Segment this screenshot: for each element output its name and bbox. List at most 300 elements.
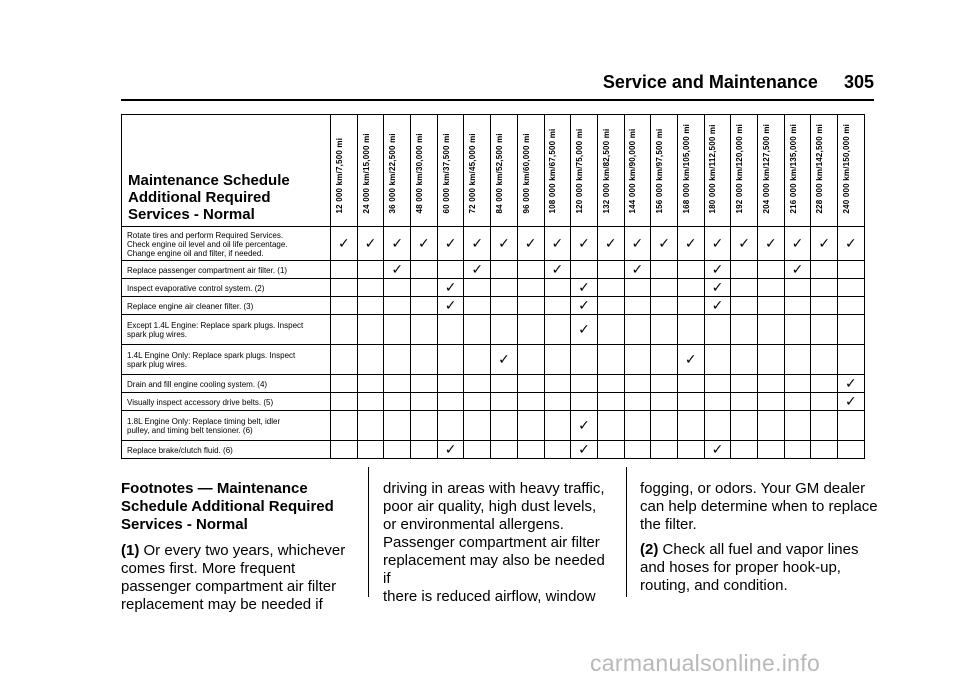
interval-label: 180 000 km/112,500 mi (708, 124, 718, 214)
table-row (122, 345, 865, 375)
empty-cell (811, 393, 838, 411)
check-cell (704, 261, 731, 279)
check-cell (677, 345, 704, 375)
checkmark-icon: ✓ (711, 261, 724, 278)
table-row (122, 227, 865, 261)
interval-header (731, 115, 758, 227)
empty-cell (811, 315, 838, 345)
check-cell (357, 227, 384, 261)
empty-cell (357, 411, 384, 441)
service-label-line: 1.4L Engine Only: Replace spark plugs. Inspect (127, 351, 296, 360)
footnote-1-line: Passenger compartment air filter (383, 534, 600, 551)
interval-label: 48 000 km/30,000 mi (414, 133, 424, 214)
empty-cell (357, 393, 384, 411)
empty-cell (758, 261, 785, 279)
service-label-line: Inspect evaporative control system. (2) (127, 283, 265, 293)
empty-cell (384, 345, 411, 375)
checkmark-icon: ✓ (498, 351, 510, 368)
check-cell (571, 411, 598, 441)
service-label (122, 279, 331, 297)
table-title-line: Services - Normal (128, 206, 255, 223)
check-cell (384, 227, 411, 261)
footnote-1-line: fogging, or odors. Your GM dealer (640, 480, 866, 497)
empty-cell (651, 315, 678, 345)
empty-cell (731, 393, 758, 411)
empty-cell (491, 411, 518, 441)
empty-cell (624, 441, 651, 459)
check-cell (464, 227, 491, 261)
footnote-1-continued (383, 480, 613, 606)
footnotes-column-1 (121, 480, 351, 621)
empty-cell (651, 261, 678, 279)
interval-header (704, 115, 731, 227)
check-cell (624, 227, 651, 261)
interval-header (384, 115, 411, 227)
interval-header (491, 115, 518, 227)
empty-cell (411, 441, 438, 459)
empty-cell (677, 375, 704, 393)
empty-cell (544, 375, 571, 393)
header-rule (121, 99, 874, 101)
interval-header (357, 115, 384, 227)
check-cell (677, 227, 704, 261)
check-cell (597, 227, 624, 261)
interval-label: 36 000 km/22,500 mi (388, 133, 398, 214)
empty-cell (464, 297, 491, 315)
footnote-1-line: comes first. More frequent (121, 560, 296, 577)
interval-label: 120 000 km/75,000 mi (575, 128, 585, 214)
service-label (122, 315, 331, 345)
page-number: 305 (843, 72, 874, 92)
checkmark-icon: ✓ (444, 441, 457, 458)
table-row (122, 441, 865, 459)
empty-cell (838, 279, 865, 297)
check-cell (544, 227, 571, 261)
check-cell (811, 227, 838, 261)
empty-cell (544, 345, 571, 375)
empty-cell (517, 411, 544, 441)
empty-cell (784, 441, 811, 459)
footnote-2 (640, 541, 880, 595)
check-cell (838, 227, 865, 261)
check-cell (491, 345, 518, 375)
empty-cell (331, 393, 358, 411)
check-cell (571, 441, 598, 459)
empty-cell (571, 393, 598, 411)
empty-cell (758, 315, 785, 345)
empty-cell (571, 261, 598, 279)
check-cell (411, 227, 438, 261)
interval-label: 168 000 km/105,000 mi (681, 123, 691, 214)
empty-cell (331, 345, 358, 375)
empty-cell (784, 279, 811, 297)
footnote-1-line: replacement may also be needed if (383, 552, 605, 587)
service-label-line: spark plug wires. (127, 330, 188, 339)
empty-cell (651, 393, 678, 411)
empty-cell (437, 345, 464, 375)
check-cell (651, 227, 678, 261)
empty-cell (384, 411, 411, 441)
interval-label: 12 000 km/7,500 mi (334, 137, 344, 214)
interval-header (464, 115, 491, 227)
checkmark-icon: ✓ (578, 441, 590, 458)
empty-cell (651, 441, 678, 459)
empty-cell (331, 261, 358, 279)
interval-label: 192 000 km/120,000 mi (735, 123, 745, 214)
table-title-line: Additional Required (128, 189, 271, 206)
check-cell (491, 227, 518, 261)
empty-cell (491, 279, 518, 297)
empty-cell (811, 297, 838, 315)
empty-cell (624, 393, 651, 411)
empty-cell (517, 375, 544, 393)
empty-cell (464, 441, 491, 459)
check-cell (704, 297, 731, 315)
empty-cell (784, 315, 811, 345)
interval-header (758, 115, 785, 227)
empty-cell (624, 345, 651, 375)
interval-header (651, 115, 678, 227)
checkmark-icon: ✓ (391, 261, 404, 278)
table-row (122, 375, 865, 393)
check-cell (571, 279, 598, 297)
interval-header-row (122, 115, 865, 227)
interval-label: 156 000 km/97,500 mi (655, 128, 665, 214)
empty-cell (597, 375, 624, 393)
empty-cell (677, 279, 704, 297)
interval-header (677, 115, 704, 227)
watermark: carmanualsonline.info (590, 650, 821, 676)
table-title (122, 115, 331, 227)
empty-cell (784, 375, 811, 393)
empty-cell (491, 441, 518, 459)
table-row (122, 297, 865, 315)
checkmark-icon: ✓ (578, 321, 590, 338)
service-label-line: Visually inspect accessory drive belts. (5) (127, 397, 274, 407)
empty-cell (704, 411, 731, 441)
check-cell (571, 297, 598, 315)
checkmark-icon: ✓ (791, 261, 804, 278)
empty-cell (357, 441, 384, 459)
interval-label: 96 000 km/60,000 mi (521, 133, 531, 214)
empty-cell (544, 393, 571, 411)
empty-cell (544, 279, 571, 297)
check-cell (838, 375, 865, 393)
footnote-1-line: driving in areas with heavy traffic, (383, 480, 605, 497)
empty-cell (597, 315, 624, 345)
empty-cell (331, 315, 358, 345)
footnote-1-line: can help determine when to replace (640, 498, 878, 515)
empty-cell (491, 315, 518, 345)
checkmark-icon: ✓ (551, 261, 564, 278)
interval-header (437, 115, 464, 227)
empty-cell (731, 315, 758, 345)
empty-cell (384, 441, 411, 459)
maintenance-schedule-table (121, 114, 865, 459)
footnote-2-number: (2) (640, 541, 659, 558)
checkmark-icon: ✓ (418, 235, 430, 252)
checkmark-icon: ✓ (818, 235, 831, 252)
empty-cell (731, 297, 758, 315)
empty-cell (437, 375, 464, 393)
check-cell (704, 279, 731, 297)
empty-cell (811, 375, 838, 393)
empty-cell (331, 375, 358, 393)
empty-cell (677, 411, 704, 441)
empty-cell (491, 393, 518, 411)
check-cell (784, 261, 811, 279)
empty-cell (464, 279, 491, 297)
column-divider (368, 467, 369, 597)
service-label (122, 375, 331, 393)
empty-cell (784, 345, 811, 375)
interval-label: 204 000 km/127,500 mi (761, 123, 771, 214)
checkmark-icon: ✓ (711, 235, 724, 252)
table-row (122, 411, 865, 441)
interval-header (411, 115, 438, 227)
service-label-line: Drain and fill engine cooling system. (4) (127, 379, 268, 389)
empty-cell (731, 441, 758, 459)
checkmark-icon: ✓ (711, 297, 724, 314)
empty-cell (651, 411, 678, 441)
empty-cell (731, 411, 758, 441)
service-label-line: Replace brake/clutch fluid. (6) (127, 445, 233, 455)
empty-cell (357, 315, 384, 345)
footnote-1-line: replacement may be needed if (121, 596, 323, 613)
empty-cell (384, 315, 411, 345)
empty-cell (704, 375, 731, 393)
empty-cell (731, 345, 758, 375)
empty-cell (704, 393, 731, 411)
empty-cell (331, 411, 358, 441)
interval-header (331, 115, 358, 227)
empty-cell (811, 261, 838, 279)
checkmark-icon: ✓ (444, 279, 457, 296)
checkmark-icon: ✓ (498, 235, 510, 252)
checkmark-icon: ✓ (631, 261, 644, 278)
interval-header (838, 115, 865, 227)
empty-cell (758, 411, 785, 441)
empty-cell (597, 261, 624, 279)
empty-cell (784, 297, 811, 315)
footnote-1-line: passenger compartment air filter (121, 578, 337, 595)
footnote-2-line: routing, and condition. (640, 577, 788, 594)
empty-cell (838, 345, 865, 375)
check-cell (437, 441, 464, 459)
check-cell (544, 261, 571, 279)
service-label-line: 1.8L Engine Only: Replace timing belt, idler (127, 417, 281, 426)
empty-cell (437, 315, 464, 345)
empty-cell (571, 375, 598, 393)
table-row (122, 261, 865, 279)
empty-cell (784, 393, 811, 411)
empty-cell (544, 441, 571, 459)
check-cell (571, 315, 598, 345)
page-header (600, 72, 874, 94)
empty-cell (491, 261, 518, 279)
empty-cell (411, 411, 438, 441)
table-title-line: Maintenance Schedule (128, 172, 290, 189)
interval-header (811, 115, 838, 227)
empty-cell (517, 297, 544, 315)
empty-cell (357, 297, 384, 315)
interval-header (784, 115, 811, 227)
interval-label: 144 000 km/90,000 mi (628, 128, 638, 214)
table-row (122, 315, 865, 345)
checkmark-icon: ✓ (711, 279, 724, 296)
empty-cell (331, 297, 358, 315)
empty-cell (811, 279, 838, 297)
empty-cell (597, 297, 624, 315)
empty-cell (544, 411, 571, 441)
empty-cell (624, 279, 651, 297)
empty-cell (677, 393, 704, 411)
empty-cell (704, 315, 731, 345)
checkmark-icon: ✓ (604, 235, 617, 252)
footnotes-column-2 (383, 480, 613, 613)
footnote-1-line: Or every two years, whichever (143, 542, 346, 559)
service-label-line: Except 1.4L Engine: Replace spark plugs. Inspect (127, 321, 304, 330)
empty-cell (411, 393, 438, 411)
empty-cell (411, 345, 438, 375)
interval-label: 108 000 km/67,500 mi (548, 128, 558, 214)
empty-cell (464, 375, 491, 393)
footnote-1-number: (1) (121, 542, 140, 559)
empty-cell (838, 315, 865, 345)
service-label (122, 261, 331, 279)
footnote-1-line: or environmental allergens. (383, 516, 564, 533)
checkmark-icon: ✓ (791, 235, 804, 252)
empty-cell (331, 279, 358, 297)
service-label (122, 441, 331, 459)
service-label (122, 227, 331, 261)
checkmark-icon: ✓ (471, 261, 484, 278)
empty-cell (411, 315, 438, 345)
service-label (122, 345, 331, 375)
empty-cell (677, 261, 704, 279)
empty-cell (838, 441, 865, 459)
empty-cell (624, 375, 651, 393)
interval-header (571, 115, 598, 227)
table-row (122, 279, 865, 297)
empty-cell (517, 315, 544, 345)
footnotes-title-line: Services - Normal (121, 516, 248, 533)
empty-cell (731, 261, 758, 279)
empty-cell (784, 411, 811, 441)
empty-cell (811, 345, 838, 375)
empty-cell (758, 441, 785, 459)
empty-cell (411, 297, 438, 315)
empty-cell (811, 411, 838, 441)
section-title: Service and Maintenance (602, 72, 818, 92)
empty-cell (758, 345, 785, 375)
empty-cell (811, 441, 838, 459)
empty-cell (357, 261, 384, 279)
interval-header (624, 115, 651, 227)
check-cell (731, 227, 758, 261)
checkmark-icon: ✓ (738, 235, 751, 252)
check-cell (437, 279, 464, 297)
empty-cell (464, 411, 491, 441)
interval-label: 216 000 km/135,000 mi (788, 123, 798, 214)
empty-cell (651, 297, 678, 315)
checkmark-icon: ✓ (337, 235, 350, 252)
checkmark-icon: ✓ (551, 235, 564, 252)
checkmark-icon: ✓ (845, 375, 857, 392)
empty-cell (597, 393, 624, 411)
empty-cell (357, 345, 384, 375)
check-cell (758, 227, 785, 261)
checkmark-icon: ✓ (764, 235, 777, 252)
empty-cell (384, 297, 411, 315)
service-label-line: pulley, and timing belt tensioner. (6) (127, 426, 253, 435)
service-label-line: Rotate tires and perform Required Services. (127, 230, 284, 240)
empty-cell (517, 441, 544, 459)
footnotes-title-line: Schedule Additional Required (121, 498, 334, 515)
footnote-1-text (121, 542, 345, 613)
checkmark-icon: ✓ (578, 417, 590, 434)
empty-cell (544, 297, 571, 315)
empty-cell (651, 345, 678, 375)
empty-cell (758, 393, 785, 411)
interval-label: 84 000 km/52,500 mi (494, 133, 504, 214)
checkmark-icon: ✓ (364, 235, 377, 252)
service-label-line: Replace engine air cleaner filter. (3) (127, 301, 254, 311)
check-cell (331, 227, 358, 261)
empty-cell (597, 279, 624, 297)
service-label-line: Change engine oil and filter, if needed. (127, 248, 264, 258)
check-cell (517, 227, 544, 261)
empty-cell (517, 279, 544, 297)
empty-cell (571, 345, 598, 375)
empty-cell (651, 279, 678, 297)
checkmark-icon: ✓ (684, 351, 697, 368)
empty-cell (384, 393, 411, 411)
empty-cell (491, 297, 518, 315)
empty-cell (731, 279, 758, 297)
service-label-line: Replace passenger compartment air filter. (1) (127, 265, 288, 275)
footnote-1-line: poor air quality, high dust levels, (383, 498, 597, 515)
empty-cell (331, 441, 358, 459)
check-cell (464, 261, 491, 279)
checkmark-icon: ✓ (845, 235, 857, 252)
check-cell (704, 227, 731, 261)
interval-label: 72 000 km/45,000 mi (468, 133, 478, 214)
empty-cell (411, 279, 438, 297)
empty-cell (838, 297, 865, 315)
empty-cell (517, 345, 544, 375)
footnotes-column-3 (640, 480, 880, 602)
empty-cell (357, 279, 384, 297)
empty-cell (624, 315, 651, 345)
empty-cell (731, 375, 758, 393)
empty-cell (651, 375, 678, 393)
interval-label: 228 000 km/142,500 mi (815, 123, 825, 214)
checkmark-icon: ✓ (391, 235, 404, 252)
empty-cell (464, 393, 491, 411)
footnote-1-line: the filter. (640, 516, 697, 533)
checkmark-icon: ✓ (471, 235, 484, 252)
checkmark-icon: ✓ (711, 441, 724, 458)
footnote-2-text (640, 541, 858, 594)
interval-label: 240 000 km/150,000 mi (841, 123, 851, 214)
empty-cell (544, 315, 571, 345)
empty-cell (677, 315, 704, 345)
service-label (122, 393, 331, 411)
empty-cell (517, 261, 544, 279)
table-row (122, 393, 865, 411)
empty-cell (758, 279, 785, 297)
